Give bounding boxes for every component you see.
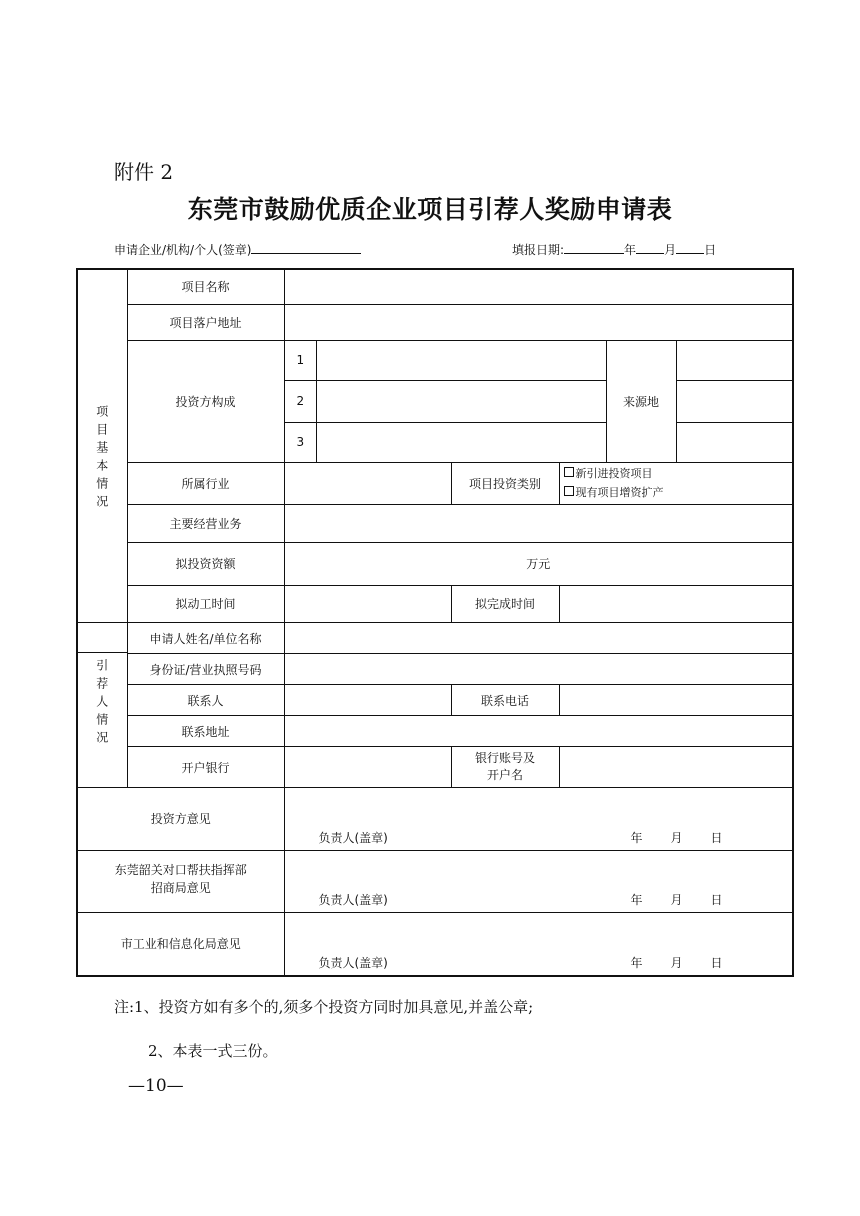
section2-label-cell <box>77 623 127 788</box>
page-number: —10— <box>128 1076 184 1096</box>
main-business-label: 主要经营业务 <box>127 504 284 542</box>
applicant-label: 申请企业/机构/个人(签章) <box>114 243 252 257</box>
row-id-number <box>77 654 793 685</box>
command-opinion-field[interactable] <box>284 851 793 913</box>
investor-opinion-field[interactable] <box>284 788 793 851</box>
start-time-label: 拟动工时间 <box>127 585 284 622</box>
row-bureau-opinion <box>77 913 793 977</box>
row-planned-investment <box>77 542 793 585</box>
bank-label: 开户银行 <box>127 747 284 788</box>
applicant-signature-field[interactable] <box>251 241 361 254</box>
start-time-input[interactable] <box>284 585 451 622</box>
address-label: 联系地址 <box>127 716 284 747</box>
investment-type-options <box>559 462 793 504</box>
investment-type-label: 项目投资类别 <box>451 462 559 504</box>
account-input[interactable] <box>559 747 793 788</box>
row-command-opinion <box>77 851 793 913</box>
option-expand-project[interactable]: 现有项目增资扩产 <box>564 483 789 502</box>
year-field[interactable] <box>564 241 624 254</box>
form-title: 东莞市鼓励优质企业项目引荐人奖励申请表 <box>187 195 673 224</box>
row-contact <box>77 685 793 716</box>
source-1-input[interactable] <box>676 340 793 380</box>
applicant-name-label: 申请人姓名/单位名称 <box>127 623 284 654</box>
referrer-table <box>76 622 794 977</box>
industry-label: 所属行业 <box>127 462 284 504</box>
row-applicant-name <box>77 623 793 654</box>
day-field[interactable] <box>676 241 704 254</box>
row-bank <box>77 747 793 788</box>
month-field[interactable] <box>636 241 664 254</box>
planned-investment-input[interactable] <box>284 542 793 585</box>
bank-input[interactable] <box>284 747 451 788</box>
finish-time-label: 拟完成时间 <box>451 585 559 622</box>
month-label: 月 <box>664 243 677 257</box>
date-line <box>512 241 716 258</box>
investor-opinion-label: 投资方意见 <box>77 788 284 851</box>
note-2: 2、本表一式三份。 <box>148 1042 278 1060</box>
section2-label: 引荐人情况 <box>94 658 109 749</box>
option-new-project[interactable]: 新引进投资项目 <box>564 464 789 483</box>
application-form-table <box>76 268 794 653</box>
investor-composition-label: 投资方构成 <box>127 340 284 462</box>
section1-label-cell <box>77 269 127 652</box>
row-investor-opinion <box>77 788 793 851</box>
project-name-input[interactable] <box>284 269 793 304</box>
bureau-opinion-field[interactable] <box>284 913 793 977</box>
investor-row-number: 1 <box>284 340 316 380</box>
row-main-business <box>77 504 793 542</box>
contact-label: 联系人 <box>127 685 284 716</box>
signature-line: 负责人(盖章) 年 月 日 <box>318 893 723 907</box>
investor-1-input[interactable] <box>316 340 606 380</box>
project-address-label: 项目落户地址 <box>127 304 284 340</box>
planned-investment-label: 拟投资资额 <box>127 542 284 585</box>
note-1: 注:1、投资方如有多个的,须多个投资方同时加具意见,并盖公章; <box>114 998 534 1016</box>
id-number-label: 身份证/营业执照号码 <box>127 654 284 685</box>
row-schedule <box>77 585 793 622</box>
row-project-name <box>77 269 793 304</box>
signature-line: 负责人(盖章) 年 月 日 <box>318 831 723 845</box>
investor-row-number: 3 <box>284 422 316 462</box>
source-2-input[interactable] <box>676 380 793 422</box>
signature-line: 负责人(盖章) 年 月 日 <box>318 956 723 970</box>
row-address <box>77 716 793 747</box>
project-name-label: 项目名称 <box>127 269 284 304</box>
phone-input[interactable] <box>559 685 793 716</box>
investor-3-input[interactable] <box>316 422 606 462</box>
row-investor-1 <box>77 340 793 380</box>
date-label: 填报日期: <box>512 243 565 257</box>
investor-row-number: 2 <box>284 380 316 422</box>
attachment-label: 附件 2 <box>114 160 174 184</box>
id-number-input[interactable] <box>284 654 793 685</box>
phone-label: 联系电话 <box>451 685 559 716</box>
row-industry <box>77 462 793 504</box>
applicant-name-input[interactable] <box>284 623 793 654</box>
project-address-input[interactable] <box>284 304 793 340</box>
bureau-opinion-label: 市工业和信息化局意见 <box>77 913 284 977</box>
account-label: 银行账号及 开户名 <box>451 747 559 788</box>
industry-input[interactable] <box>284 462 451 504</box>
finish-time-input[interactable] <box>559 585 793 622</box>
contact-input[interactable] <box>284 685 451 716</box>
address-input[interactable] <box>284 716 793 747</box>
checkbox-icon[interactable] <box>564 467 574 477</box>
applicant-line <box>114 241 361 258</box>
command-opinion-label: 东莞韶关对口帮扶指挥部 招商局意见 <box>77 851 284 913</box>
row-project-address <box>77 304 793 340</box>
investor-2-input[interactable] <box>316 380 606 422</box>
year-label: 年 <box>624 243 637 257</box>
checkbox-icon[interactable] <box>564 486 574 496</box>
main-business-input[interactable] <box>284 504 793 542</box>
unit-label: 万元 <box>526 557 551 571</box>
day-label: 日 <box>704 243 717 257</box>
source-label: 来源地 <box>606 340 676 462</box>
source-3-input[interactable] <box>676 422 793 462</box>
section1-label: 项目基本情况 <box>94 405 109 514</box>
